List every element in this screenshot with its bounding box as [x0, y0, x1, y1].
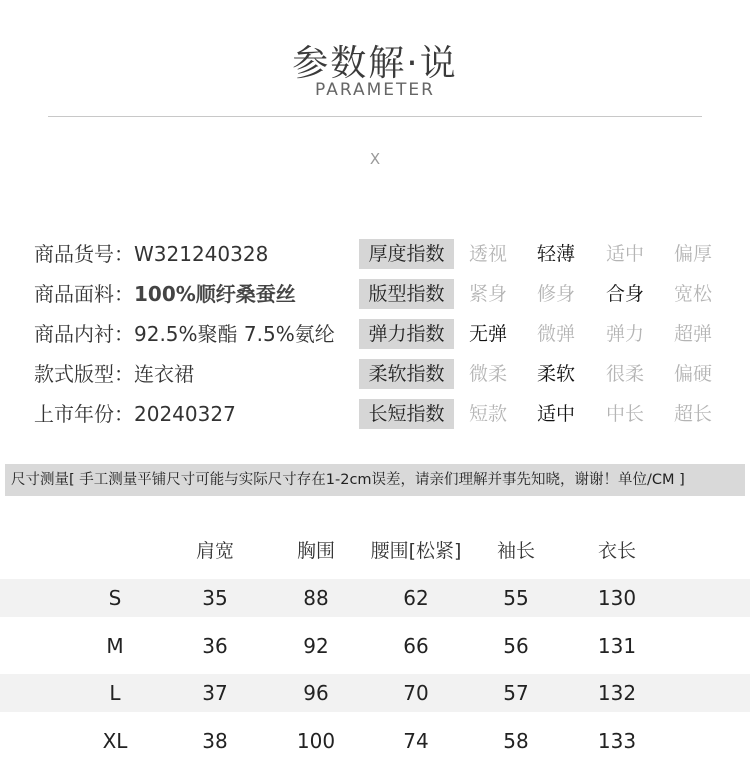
header-cell: 袖长 — [496, 540, 535, 562]
info-label: 款式版型： — [34, 362, 134, 386]
value-cell: 36 — [202, 634, 228, 658]
info-label: 上市年份： — [34, 402, 134, 426]
index-option: 很柔 — [605, 363, 644, 385]
index-option: 透视 — [468, 243, 507, 265]
index-option: 紧身 — [468, 283, 507, 305]
info-label: 商品货号： — [34, 242, 134, 266]
index-row-thickness — [0, 239, 750, 269]
page-title: 参数解·说 — [292, 43, 458, 84]
value-cell: 35 — [202, 586, 228, 610]
header-cell: 衣长 — [597, 540, 636, 562]
index-option: 弹力 — [605, 323, 644, 345]
value-cell: 92 — [303, 634, 329, 658]
index-label: 版型指数 — [359, 279, 454, 309]
table-row — [0, 674, 750, 712]
header-cell: 腰围[松紧] — [370, 540, 462, 562]
table-row — [0, 579, 750, 617]
index-option: 合身 — [605, 283, 644, 305]
info-label: 商品内衬： — [34, 322, 134, 346]
index-option: 超长 — [673, 403, 712, 425]
index-option: 偏厚 — [673, 243, 712, 265]
size-cell: L — [109, 681, 121, 705]
index-label: 厚度指数 — [359, 239, 454, 269]
index-row-length — [0, 399, 750, 429]
value-cell: 55 — [503, 586, 529, 610]
index-label: 长短指数 — [359, 399, 454, 429]
measurement-note-banner: 尺寸测量[ 手工测量平铺尺寸可能与实际尺寸存在1-2cm误差，请亲们理解并事先知晓，谢谢！单位/CM ] — [5, 464, 745, 496]
size-cell: XL — [102, 729, 128, 753]
value-cell: 56 — [503, 634, 529, 658]
value-cell: 66 — [403, 634, 429, 658]
header-cell: 胸围 — [296, 540, 335, 562]
value-cell: 58 — [503, 729, 529, 753]
value-cell: 131 — [597, 634, 637, 658]
index-option: 适中 — [536, 403, 575, 425]
table-row — [0, 722, 750, 760]
header-cell: 肩宽 — [195, 540, 234, 562]
index-option: 柔软 — [536, 363, 575, 385]
index-option: 偏硬 — [673, 363, 712, 385]
size-cell: S — [108, 586, 122, 610]
index-option: 超弹 — [673, 323, 712, 345]
value-cell: 57 — [503, 681, 529, 705]
index-row-elasticity — [0, 319, 750, 349]
index-option: 适中 — [605, 243, 644, 265]
value-cell: 88 — [303, 586, 329, 610]
info-value: 连衣裙 — [134, 362, 194, 386]
value-cell: 130 — [597, 586, 637, 610]
index-option: 修身 — [536, 283, 575, 305]
value-cell: 74 — [403, 729, 429, 753]
value-cell: 62 — [403, 586, 429, 610]
info-value: W321240328 — [134, 242, 269, 266]
page-subtitle: PARAMETER — [315, 80, 435, 100]
index-option: 中长 — [605, 403, 644, 425]
table-row — [0, 627, 750, 665]
x-mark: X — [369, 150, 381, 168]
index-option: 宽松 — [673, 283, 712, 305]
value-cell: 100 — [296, 729, 336, 753]
info-value: 20240327 — [134, 402, 236, 426]
index-option: 短款 — [468, 403, 507, 425]
title-divider — [48, 116, 702, 117]
info-value: 92.5%聚酯 7.5%氨纶 — [134, 322, 335, 346]
index-option: 轻薄 — [536, 243, 575, 265]
size-table-header — [0, 536, 750, 566]
value-cell: 132 — [597, 681, 637, 705]
value-cell: 133 — [597, 729, 637, 753]
index-option: 无弹 — [468, 323, 507, 345]
index-row-fit — [0, 279, 750, 309]
size-cell: M — [106, 634, 124, 658]
index-option: 微柔 — [468, 363, 507, 385]
value-cell: 37 — [202, 681, 228, 705]
index-option: 微弹 — [536, 323, 575, 345]
value-cell: 96 — [303, 681, 329, 705]
index-row-softness — [0, 359, 750, 389]
info-label: 商品面料： — [34, 282, 134, 306]
info-value: 100%顺纡桑蚕丝 — [134, 282, 296, 306]
index-label: 柔软指数 — [359, 359, 454, 389]
value-cell: 70 — [403, 681, 429, 705]
value-cell: 38 — [202, 729, 228, 753]
index-label: 弹力指数 — [359, 319, 454, 349]
